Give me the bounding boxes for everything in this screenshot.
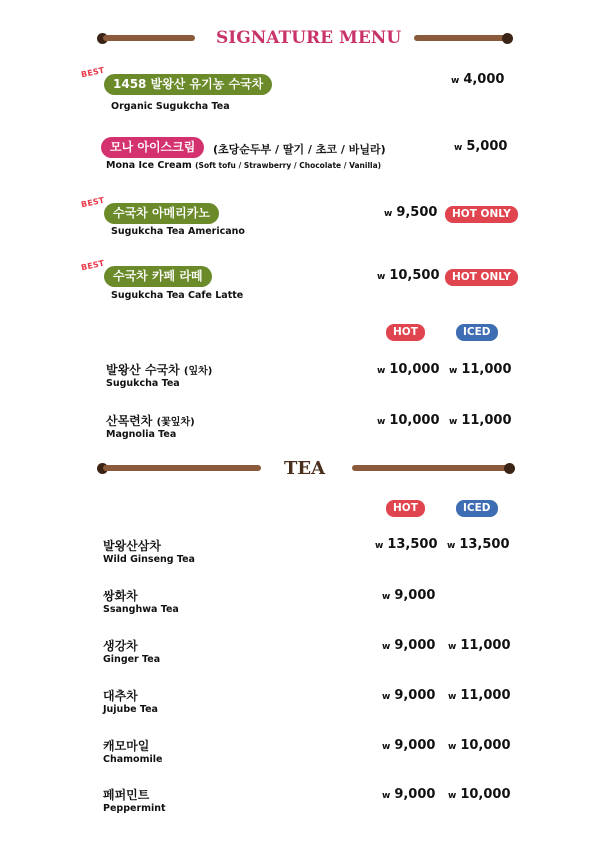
iced-price: w 11,000 <box>449 413 512 428</box>
iced-price: w 10,000 <box>448 787 511 802</box>
hot-column-label: HOT <box>386 500 425 517</box>
item-name-en: Wild Ginseng Tea <box>103 554 195 565</box>
item-name-kr: 산목련차 (꽃잎차) <box>106 414 195 428</box>
item-name-kr: 발왕산삼차 <box>103 539 161 553</box>
item-name-kr: 쌍화차 <box>103 589 138 603</box>
iced-price: w 13,500 <box>447 537 510 552</box>
item-name-kr: 1458 발왕산 유기농 수국차 <box>104 74 272 95</box>
iced-price: w 11,000 <box>448 688 511 703</box>
hot-only-badge: HOT ONLY <box>445 269 518 286</box>
hot-price: w 9,000 <box>382 787 436 802</box>
item-name-kr: 발왕산 수국차 (잎차) <box>106 363 213 377</box>
hot-price: w 10,000 <box>377 413 440 428</box>
hot-price: w 9,000 <box>382 738 436 753</box>
item-name-en: Organic Sugukcha Tea <box>111 101 230 112</box>
item-name-en: Sugukcha Tea Americano <box>111 226 245 237</box>
divider-rod-left <box>103 35 195 41</box>
hot-price: w 9,000 <box>382 588 436 603</box>
item-name-en: Peppermint <box>103 803 166 814</box>
item-name-kr: 수국차 아메리카노 <box>104 203 219 224</box>
hot-price: w 10,000 <box>377 362 440 377</box>
item-price: w 9,500 <box>384 205 438 220</box>
item-price: w 5,000 <box>454 139 508 154</box>
item-name-en: Sugukcha Tea <box>106 378 180 389</box>
item-price: w 4,000 <box>451 72 505 87</box>
divider-rod-right <box>414 35 506 41</box>
item-name-en: Sugukcha Tea Cafe Latte <box>111 290 244 301</box>
item-name-kr: 대추차 <box>103 689 138 703</box>
divider-rod-left <box>103 465 261 471</box>
best-badge: BEST <box>80 65 106 80</box>
item-name-kr: 페퍼민트 <box>103 788 150 802</box>
iced-column-label: ICED <box>456 324 498 341</box>
item-name-en: Magnolia Tea <box>106 429 177 440</box>
item-name-en: Chamomile <box>103 754 163 765</box>
item-price: w 10,500 <box>377 268 440 283</box>
item-name-kr: 캐모마일 <box>103 739 150 753</box>
divider-knob-right <box>504 463 515 474</box>
iced-price: w 10,000 <box>448 738 511 753</box>
signature-title: SIGNATURE MENU <box>216 28 402 48</box>
iced-price: w 11,000 <box>449 362 512 377</box>
item-name-kr: 모나 아이스크림 <box>101 137 204 158</box>
tea-title: TEA <box>284 458 326 479</box>
hot-price: w 13,500 <box>375 537 438 552</box>
item-name-en: Ginger Tea <box>103 654 161 665</box>
item-name-en: Mona Ice Cream (Soft tofu / Strawberry / Chocolate / Vanilla) <box>106 160 382 171</box>
iced-price: w 11,000 <box>448 638 511 653</box>
hot-price: w 9,000 <box>382 688 436 703</box>
item-name-kr: 생강차 <box>103 639 138 653</box>
divider-knob-right <box>502 33 513 44</box>
hot-only-badge: HOT ONLY <box>445 206 518 223</box>
hot-column-label: HOT <box>386 324 425 341</box>
item-note-kr: (초당순두부 / 딸기 / 초코 / 바닐라) <box>213 143 386 156</box>
item-name-kr: 수국차 카페 라떼 <box>104 266 212 287</box>
best-badge: BEST <box>80 258 106 273</box>
iced-column-label: ICED <box>456 500 498 517</box>
hot-price: w 9,000 <box>382 638 436 653</box>
item-name-en: Ssanghwa Tea <box>103 604 179 615</box>
divider-rod-right <box>352 465 508 471</box>
best-badge: BEST <box>80 195 106 210</box>
item-name-en: Jujube Tea <box>103 704 158 715</box>
